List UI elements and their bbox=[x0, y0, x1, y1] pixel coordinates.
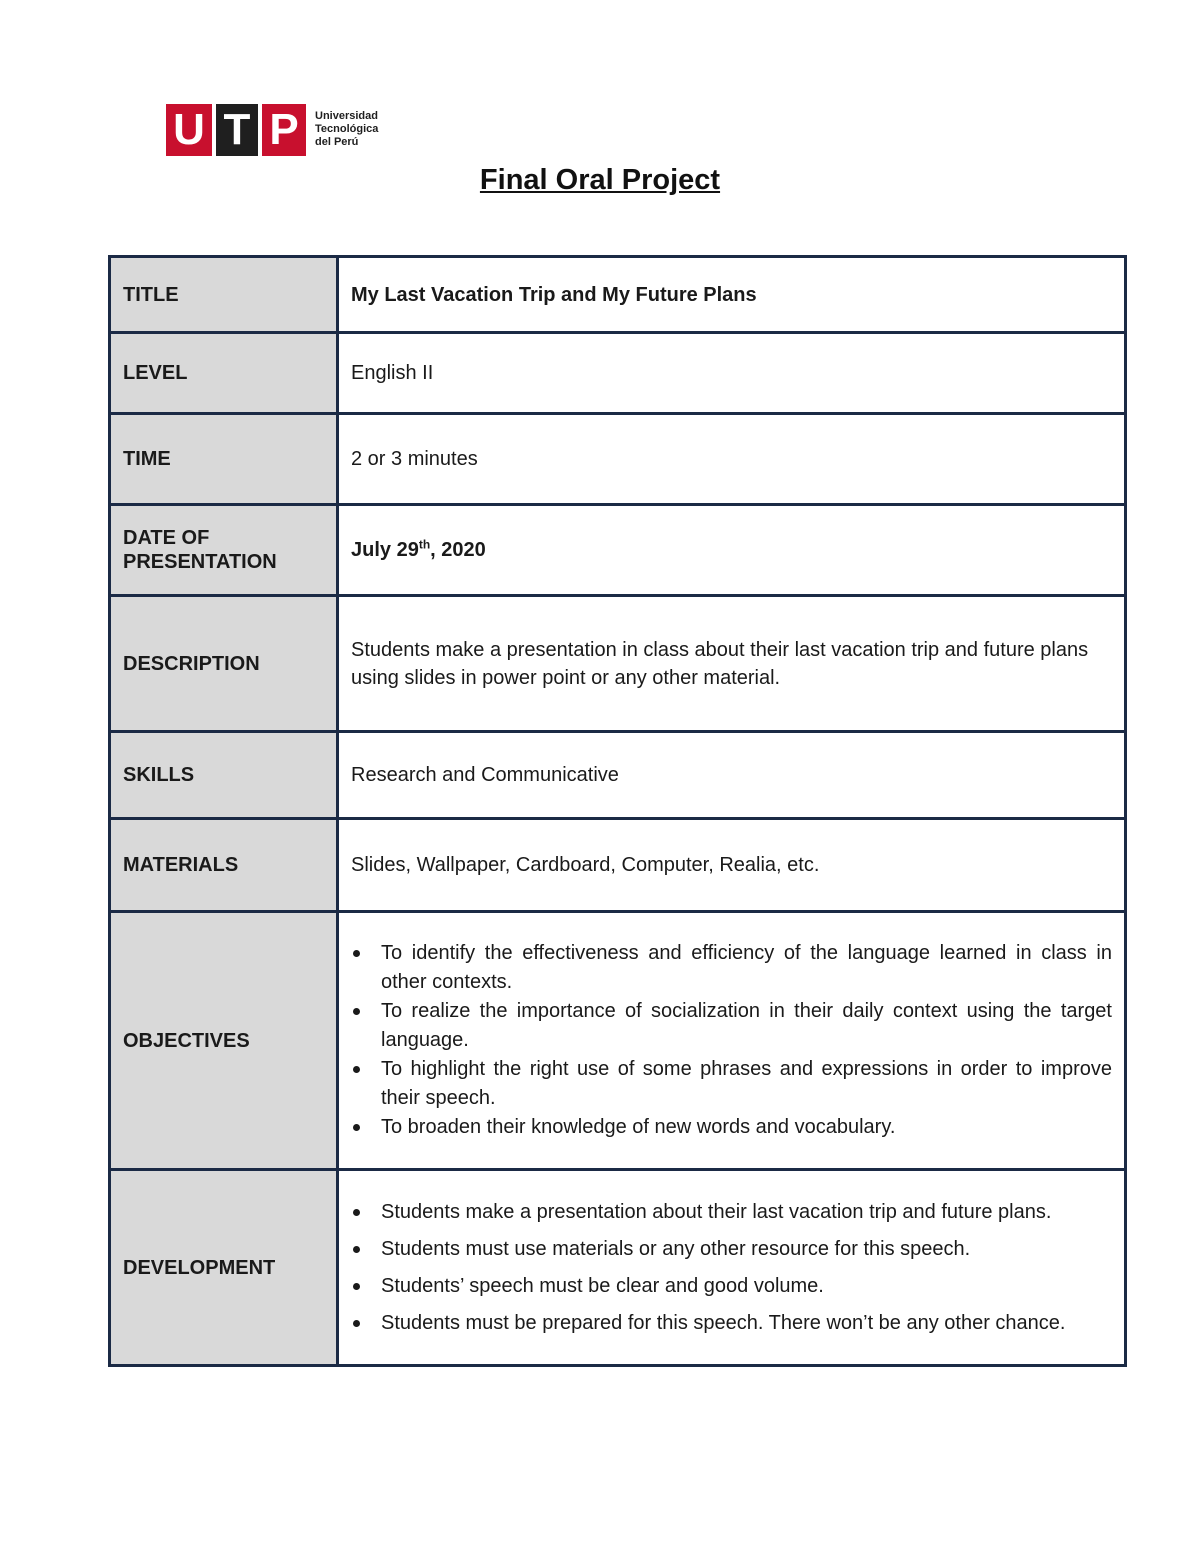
list-item: To realize the importance of socialization in their daily context using the target language. bbox=[351, 997, 1112, 1055]
objectives-list bbox=[351, 939, 1112, 1142]
presentation-date bbox=[338, 505, 1126, 596]
row-label: DESCRIPTION bbox=[110, 596, 338, 732]
row-value: Slides, Wallpaper, Cardboard, Computer, Realia, etc. bbox=[338, 819, 1126, 912]
development-list bbox=[351, 1194, 1112, 1342]
table-row-level bbox=[110, 333, 1126, 414]
table-row-skills bbox=[110, 732, 1126, 819]
list-item: Students must be prepared for this speech. There won’t be any other chance. bbox=[351, 1305, 1112, 1342]
list-item: Students make a presentation about their last vacation trip and future plans. bbox=[351, 1194, 1112, 1231]
development-cell bbox=[338, 1170, 1126, 1366]
objectives-cell bbox=[338, 912, 1126, 1170]
logo-text-line: del Perú bbox=[315, 136, 359, 148]
row-value: Research and Communicative bbox=[338, 732, 1126, 819]
row-value: My Last Vacation Trip and My Future Plans bbox=[338, 257, 1126, 333]
list-item: Students’ speech must be clear and good volume. bbox=[351, 1268, 1112, 1305]
table-row-time bbox=[110, 414, 1126, 505]
row-label: OBJECTIVES bbox=[110, 912, 338, 1170]
date-main: July 29 bbox=[351, 539, 419, 561]
project-table bbox=[108, 255, 1127, 1367]
row-label-line: PRESENTATION bbox=[123, 551, 277, 573]
list-item: Students must use materials or any other resource for this speech. bbox=[351, 1231, 1112, 1268]
list-item: To highlight the right use of some phrases and expressions in order to improve their speech. bbox=[351, 1055, 1112, 1113]
logo-text-line: Tecnológica bbox=[315, 123, 379, 135]
page-title: Final Oral Project bbox=[479, 164, 721, 196]
table-row-development bbox=[110, 1170, 1126, 1366]
row-value: English II bbox=[338, 333, 1126, 414]
row-label bbox=[110, 505, 338, 596]
logo-text-line: Universidad bbox=[315, 110, 378, 122]
table-row-date bbox=[110, 505, 1126, 596]
row-label: LEVEL bbox=[110, 333, 338, 414]
row-label: SKILLS bbox=[110, 732, 338, 819]
table-row-description bbox=[110, 596, 1126, 732]
row-value: Students make a presentation in class about their last vacation trip and future plans using slides in power point or any other material. bbox=[338, 596, 1126, 732]
row-value: 2 or 3 minutes bbox=[338, 414, 1126, 505]
row-label: TITLE bbox=[110, 257, 338, 333]
row-label: MATERIALS bbox=[110, 819, 338, 912]
table-row-title bbox=[110, 257, 1126, 333]
logo-letter-p: P bbox=[262, 104, 306, 156]
logo-text bbox=[315, 110, 378, 149]
date-year: , 2020 bbox=[430, 539, 486, 561]
row-label: DEVELOPMENT bbox=[110, 1170, 338, 1366]
list-item: To broaden their knowledge of new words and vocabulary. bbox=[351, 1113, 1112, 1142]
row-label-line: DATE OF bbox=[123, 527, 210, 549]
list-item: To identify the effectiveness and efficiency of the language learned in class in other contexts. bbox=[351, 939, 1112, 997]
logo-letter-u: U bbox=[166, 104, 212, 156]
logo-letter-t: T bbox=[216, 104, 258, 156]
utp-logo bbox=[166, 104, 378, 156]
table-row-materials bbox=[110, 819, 1126, 912]
table-row-objectives bbox=[110, 912, 1126, 1170]
row-label: TIME bbox=[110, 414, 338, 505]
utp-logo-mark bbox=[166, 104, 306, 156]
date-ordinal: th bbox=[418, 537, 431, 552]
